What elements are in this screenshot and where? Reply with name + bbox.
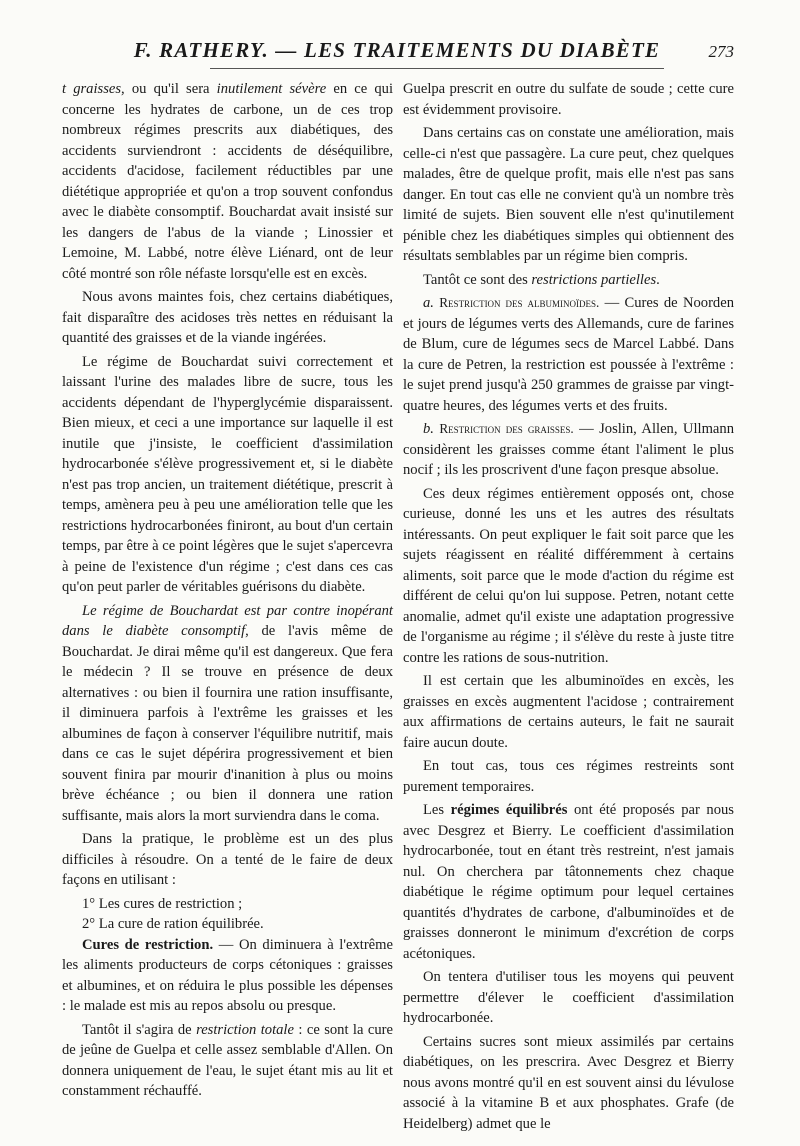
paragraph: Dans certains cas on constate une amélioration, mais celle-ci n'est que passagère. La cure peut, chez quelques malades, être de quelque profit, mais elle n'est pas sans danger. En tout cas elle ne convient qu'à un nombre très limité de sujets. Bien souvent elle n'est qu'inutilement pénible chez les diabétiques simples qui obtiennent des résultats semblables par un régime bien compris. bbox=[403, 125, 734, 264]
section-heading: Cures de restriction. bbox=[82, 936, 214, 953]
text: Les bbox=[423, 802, 451, 818]
text: — On diminuera à l'extrême les aliments producteurs de corps cétoniques : graisses et albumines, et on réduira le plus possible les dépenses : le malade est mis au repos absolu ou presque. bbox=[62, 936, 393, 1014]
italic-text: restriction totale bbox=[196, 1021, 294, 1038]
paragraph bbox=[403, 293, 734, 416]
italic-text: Le régime de Bouchardat est par contre inopérant dans le diabète consomptif bbox=[62, 602, 393, 639]
italic-text: t graisses bbox=[62, 81, 122, 97]
paragraph bbox=[62, 79, 393, 284]
text: , de l'avis même de Bouchardat. Je dirai même qu'il est dangereux. Que fera le médecin ? Il se trouve en présence de deux alternatives : ou bien il fournira une ration insuffisante, il diminuera parfois à l'extrême les graisses et les albumines de façon à conserver l'équilibre nutritif, mais dans ce cas le sujet dépérira progressivement et bien souvent finira par mourir d'inanition à plus ou moins brève échéance ; ou bien il donnera une ration suffisante, mais alors la mort surviendra dans le coma. bbox=[62, 623, 393, 824]
list-item: 2° La cure de ration équilibrée. bbox=[82, 916, 264, 932]
italic-text: restrictions partielles bbox=[531, 271, 657, 288]
left-column bbox=[62, 79, 393, 1105]
paragraph bbox=[403, 800, 734, 964]
text: Tantôt il s'agira de bbox=[82, 1021, 197, 1038]
italic-text: inutilement sévère bbox=[216, 81, 327, 97]
text: . bbox=[656, 271, 660, 288]
subsection-heading: Restriction des graisses. bbox=[439, 421, 574, 436]
list-item: 1° Les cures de restriction ; bbox=[82, 895, 243, 912]
text: — Joslin, Allen, Ullmann considèrent les graisses comme étant l'aliment le plus nocif ; ils les proscrivent d'une façon presque absolue. bbox=[403, 421, 734, 478]
running-title: F. RATHERY. — LES TRAITEMENTS DU DIABÈTE bbox=[133, 38, 661, 62]
text: ont été proposés par nous avec Desgrez et Bierry. Le coefficient d'assimilation hydrocarbonée, tout en étant très restreint, n'est jamais nul. On cherchera par tâtonnements chez chaque diabétique le régime optimum pour lequel certaines quantités d'hydrates de carbone, d'albuminoïdes et de graisses donneront le minimum d'excrétion de corps acétoniques. bbox=[403, 802, 734, 962]
paragraph bbox=[403, 419, 734, 481]
text: , ou qu'il sera bbox=[121, 81, 217, 97]
paragraph: Ces deux régimes entièrement opposés ont, chose curieuse, donné les uns et les autres des résultats intéressants. On peut expliquer le fait soit parce que les sujets réagissent en réalité différemment à certains aliments, soit parce que le mode d'action du régime est différent de celui qu'on lui suppose. Petren, notant cette anomalie, admet qu'il existe une adaptation progressive de l'organisme au régime ; il s'élève du reste à juste titre contre les rations de sous-nutrition. bbox=[403, 485, 734, 666]
page-header bbox=[60, 38, 734, 70]
italic-text: b. bbox=[423, 421, 440, 437]
paragraph bbox=[62, 601, 393, 827]
paragraph bbox=[62, 1020, 393, 1102]
text: — Cures de Noorden et jours de légumes verts des Allemands, cure de farines de Blum, cure de légumes secs de Marcel Labbé. Dans la cure de Petren, la restriction est poussée à l'extrême : le sujet prend jusqu'à 250 grammes de graisse par vingt-quatre heures, des légumes verts et des fruits. bbox=[403, 295, 735, 414]
page-number: 273 bbox=[708, 42, 734, 61]
text: en ce qui concerne les hydrates de carbone, un de ces trop nombreux régimes prescrits aux diabétiques, des accidents surviendront : accidents de déséquilibre, accidents d'acidose, facilement réductibles par une diététique appropriée et qu'on a trop souvent confondus avec le diabète consomptif. Bouchardat avait insisté sur les dangers de l'abus de la viande ; Linossier et Lemoine, M. Labbé, notre élève Liénard, ont de leur côté montré son rôle néfaste lorsqu'elle est en excès. bbox=[62, 81, 393, 282]
header-rule bbox=[210, 68, 664, 69]
subsection-heading: Restriction des albuminoïdes. bbox=[439, 295, 600, 310]
paragraph: Guelpa prescrit en outre du sulfate de soude ; cette cure est évidemment provisoire. bbox=[403, 81, 734, 118]
paragraph: Certains sucres sont mieux assimilés par certains diabétiques, on les prescrira. Avec Desgrez et Bierry nous avons montré qu'il en est souvent ainsi du lévulose associé à la vitamine B et aux phosphates. Grafe (de Heidelberg) admet que le bbox=[403, 1033, 734, 1132]
paragraph bbox=[62, 935, 393, 1017]
paragraph: Le régime de Bouchardat suivi correctement et laissant l'urine des malades libre de sucre, tous les accidents dépendant de l'hyperglycémie disparaissent. Bien mieux, et ceci a une importance sur laquelle il est inutile que j'insiste, le coefficient d'assimilation hydrocarbonée s'élève progressivement et, si le diabète n'est pas trop ancien, un traitement diététique, prescrit à temps, amènera peu à peu une amélioration telle que les restrictions hydrocarbonées finiront, au bout d'un certain temps, par être à ce point légères que le sujet s'apercevra à peine de l'existence d'un régime ; c'est dans ces cas qu'on peut parler de véritables guérisons du diabète. bbox=[62, 353, 393, 595]
text: : ce sont la cure de jeûne de Guelpa et celle assez semblable d'Allen. On donnera uniquement de l'eau, le sujet étant mis au lit et constamment réchauffé. bbox=[62, 1021, 393, 1099]
right-column bbox=[403, 79, 734, 1137]
paragraph: Dans la pratique, le problème est un des plus difficiles à résoudre. On a tenté de le faire de deux façons en utilisant : bbox=[62, 831, 393, 888]
bold-text: régimes équilibrés bbox=[450, 802, 568, 818]
paragraph: En tout cas, tous ces régimes restreints sont purement temporaires. bbox=[403, 758, 734, 795]
paragraph: Nous avons maintes fois, chez certains diabétiques, fait disparaître des acidoses très nettes en réduisant la quantité des graisses et de la viande ingérées. bbox=[62, 289, 393, 346]
italic-text: a. bbox=[423, 295, 440, 311]
text: Tantôt ce sont des bbox=[423, 271, 532, 288]
paragraph: Il est certain que les albuminoïdes en excès, les graisses en excès augmentent l'acidose ; contrairement aux affirmations de certains auteurs, le fait ne saurait faire aucun doute. bbox=[403, 673, 734, 751]
paragraph bbox=[403, 270, 734, 291]
paragraph: On tentera d'utiliser tous les moyens qui peuvent permettre d'élever le coefficient d'assimilation hydrocarbonée. bbox=[403, 969, 734, 1026]
